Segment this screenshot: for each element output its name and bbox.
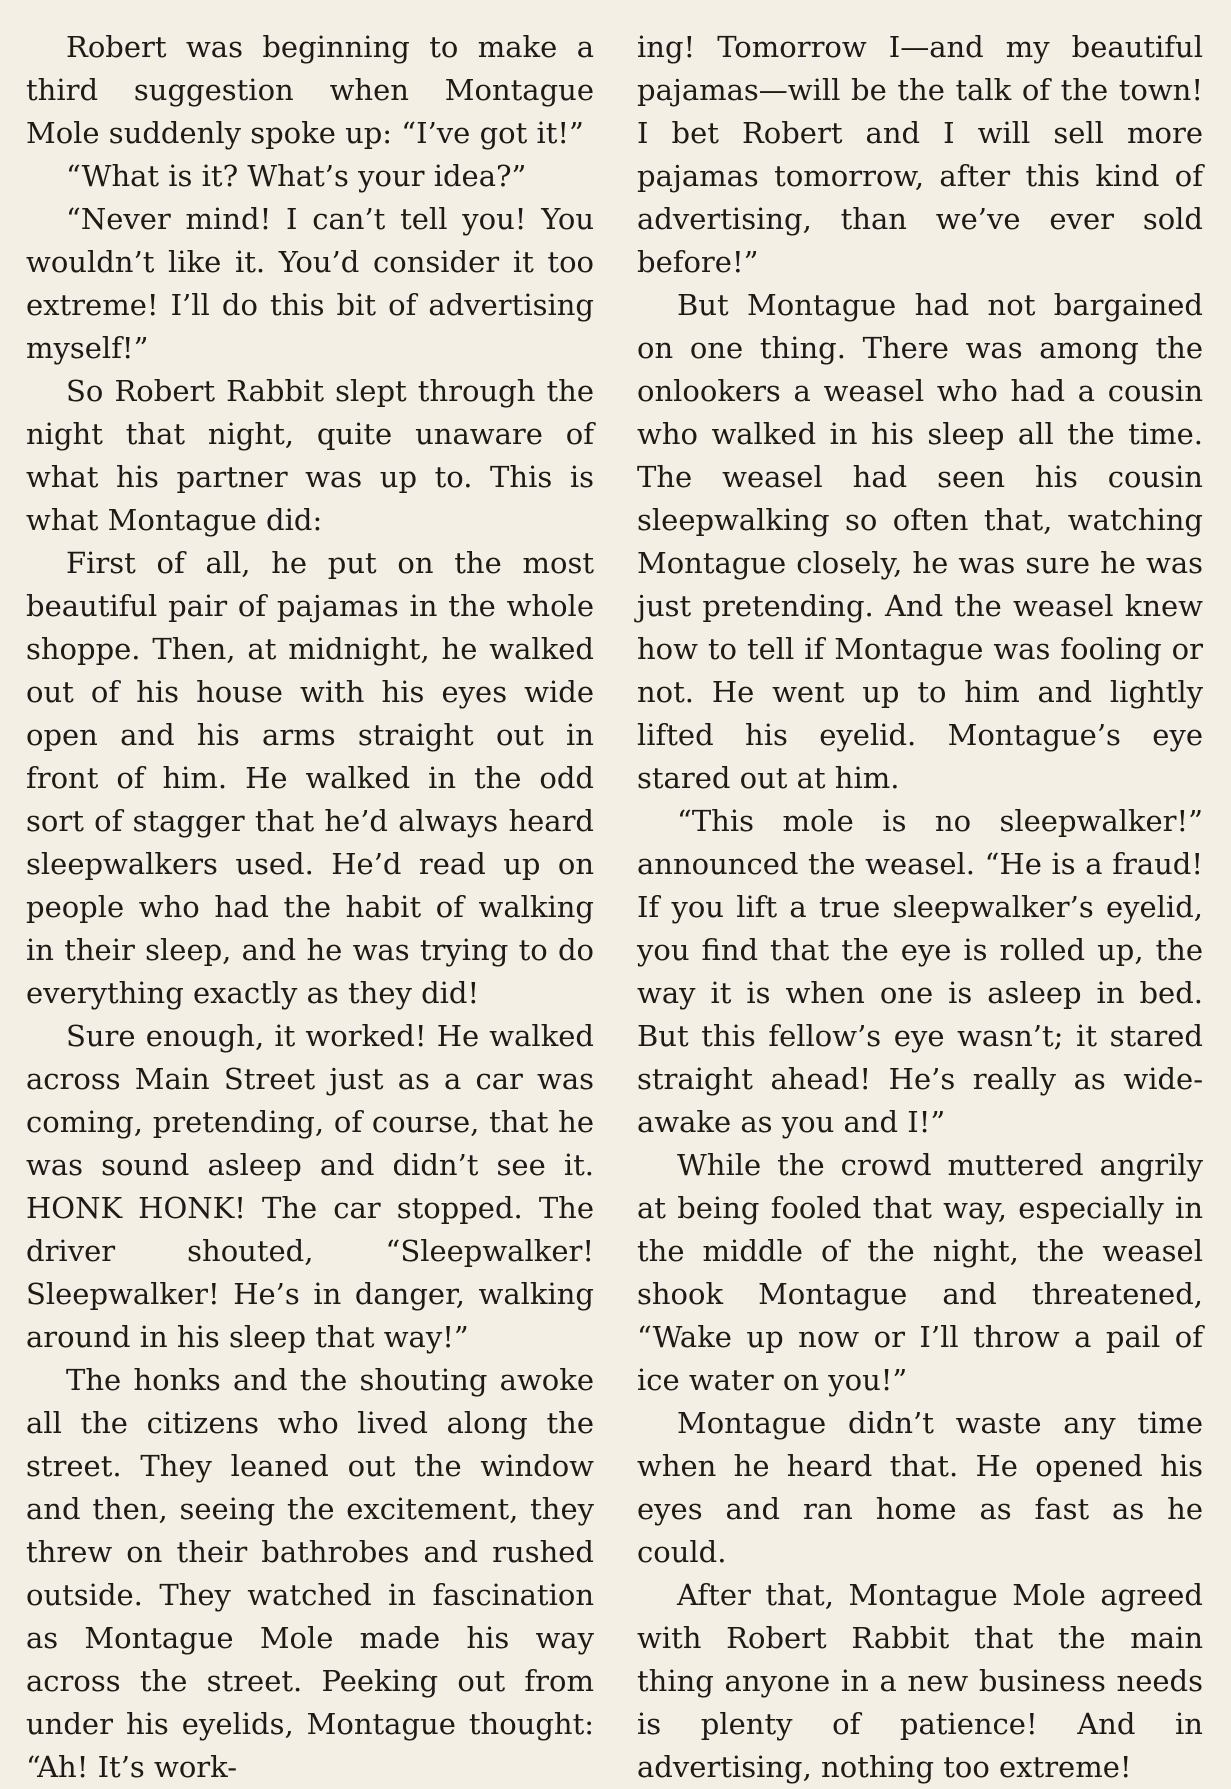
- paragraph: Montague didn’t waste any time when he heard that. He opened his eyes and ran home as fast as he could.: [637, 1406, 1203, 1569]
- paragraph: After that, Montague Mole agreed with Robert Rabbit that the main thing anyone in a new business needs is plenty of patience! And in advertising, nothing too extreme!: [637, 1578, 1203, 1784]
- paragraph: While the crowd muttered angrily at being fooled that way, especially in the middle of the night, the weasel shook Montague and threatened, “Wake up now or I’ll throw a pail of ice water on you!”: [637, 1148, 1203, 1397]
- paragraph: So Robert Rabbit slept through the night that night, quite unaware of what his partner was up to. This is what Montague did:: [26, 374, 594, 537]
- paragraph: But Montague had not bargained on one thing. There was among the onlookers a weasel who had a cousin who walked in his sleep all the time. The weasel had seen his cousin sleepwalking so often that, watching Montague closely, he was sure he was just pretending. And the weasel knew how to tell if Montague was fooling or not. He went up to him and lightly lifted his eyelid. Montague’s eye stared out at him.: [637, 288, 1203, 795]
- right-column: [637, 22, 1203, 1784]
- paragraph: “Never mind! I can’t tell you! You wouldn’t like it. You’d consider it too extreme! I’ll do this bit of advertising myself!”: [26, 202, 594, 365]
- paragraph: First of all, he put on the most beautiful pair of pajamas in the whole shoppe. Then, at midnight, he walked out of his house with his eyes wide open and his arms straight out in front of him. He walked in the odd sort of stagger that he’d always heard sleepwalkers used. He’d read up on people who had the habit of walking in their sleep, and he was trying to do everything exactly as they did!: [26, 546, 594, 1010]
- paragraph: The honks and the shouting awoke all the citizens who lived along the street. They leaned out the window and then, seeing the excitement, they threw on their bathrobes and rushed outside. They watched in fascination as Montague Mole made his way across the street. Peeking out from under his eyelids, Montague thought: “Ah! It’s work-: [26, 1363, 594, 1784]
- paragraph: “This mole is no sleepwalker!” announced the weasel. “He is a fraud! If you lift a true sleepwalker’s eyelid, you find that the eye is rolled up, the way it is when one is asleep in bed. But this fellow’s eye wasn’t; it stared straight ahead! He’s really as wide-awake as you and I!”: [637, 804, 1203, 1139]
- paragraph: Robert was beginning to make a third suggestion when Montague Mole suddenly spoke up: “I’ve got it!”: [26, 30, 594, 150]
- paragraph-continuation: ing! Tomorrow I—and my beautiful pajamas—will be the talk of the town! I bet Robert and I will sell more pajamas tomorrow, after this kind of advertising, than we’ve ever sold before!”: [637, 30, 1203, 279]
- paragraph: “What is it? What’s your idea?”: [66, 159, 527, 193]
- left-column: [26, 22, 594, 1784]
- paragraph: Sure enough, it worked! He walked across Main Street just as a car was coming, pretending, of course, that he was sound asleep and didn’t see it. HONK HONK! The car stopped. The driver shouted, “Sleepwalker! Sleepwalker! He’s in danger, walking around in his sleep that way!”: [26, 1019, 594, 1354]
